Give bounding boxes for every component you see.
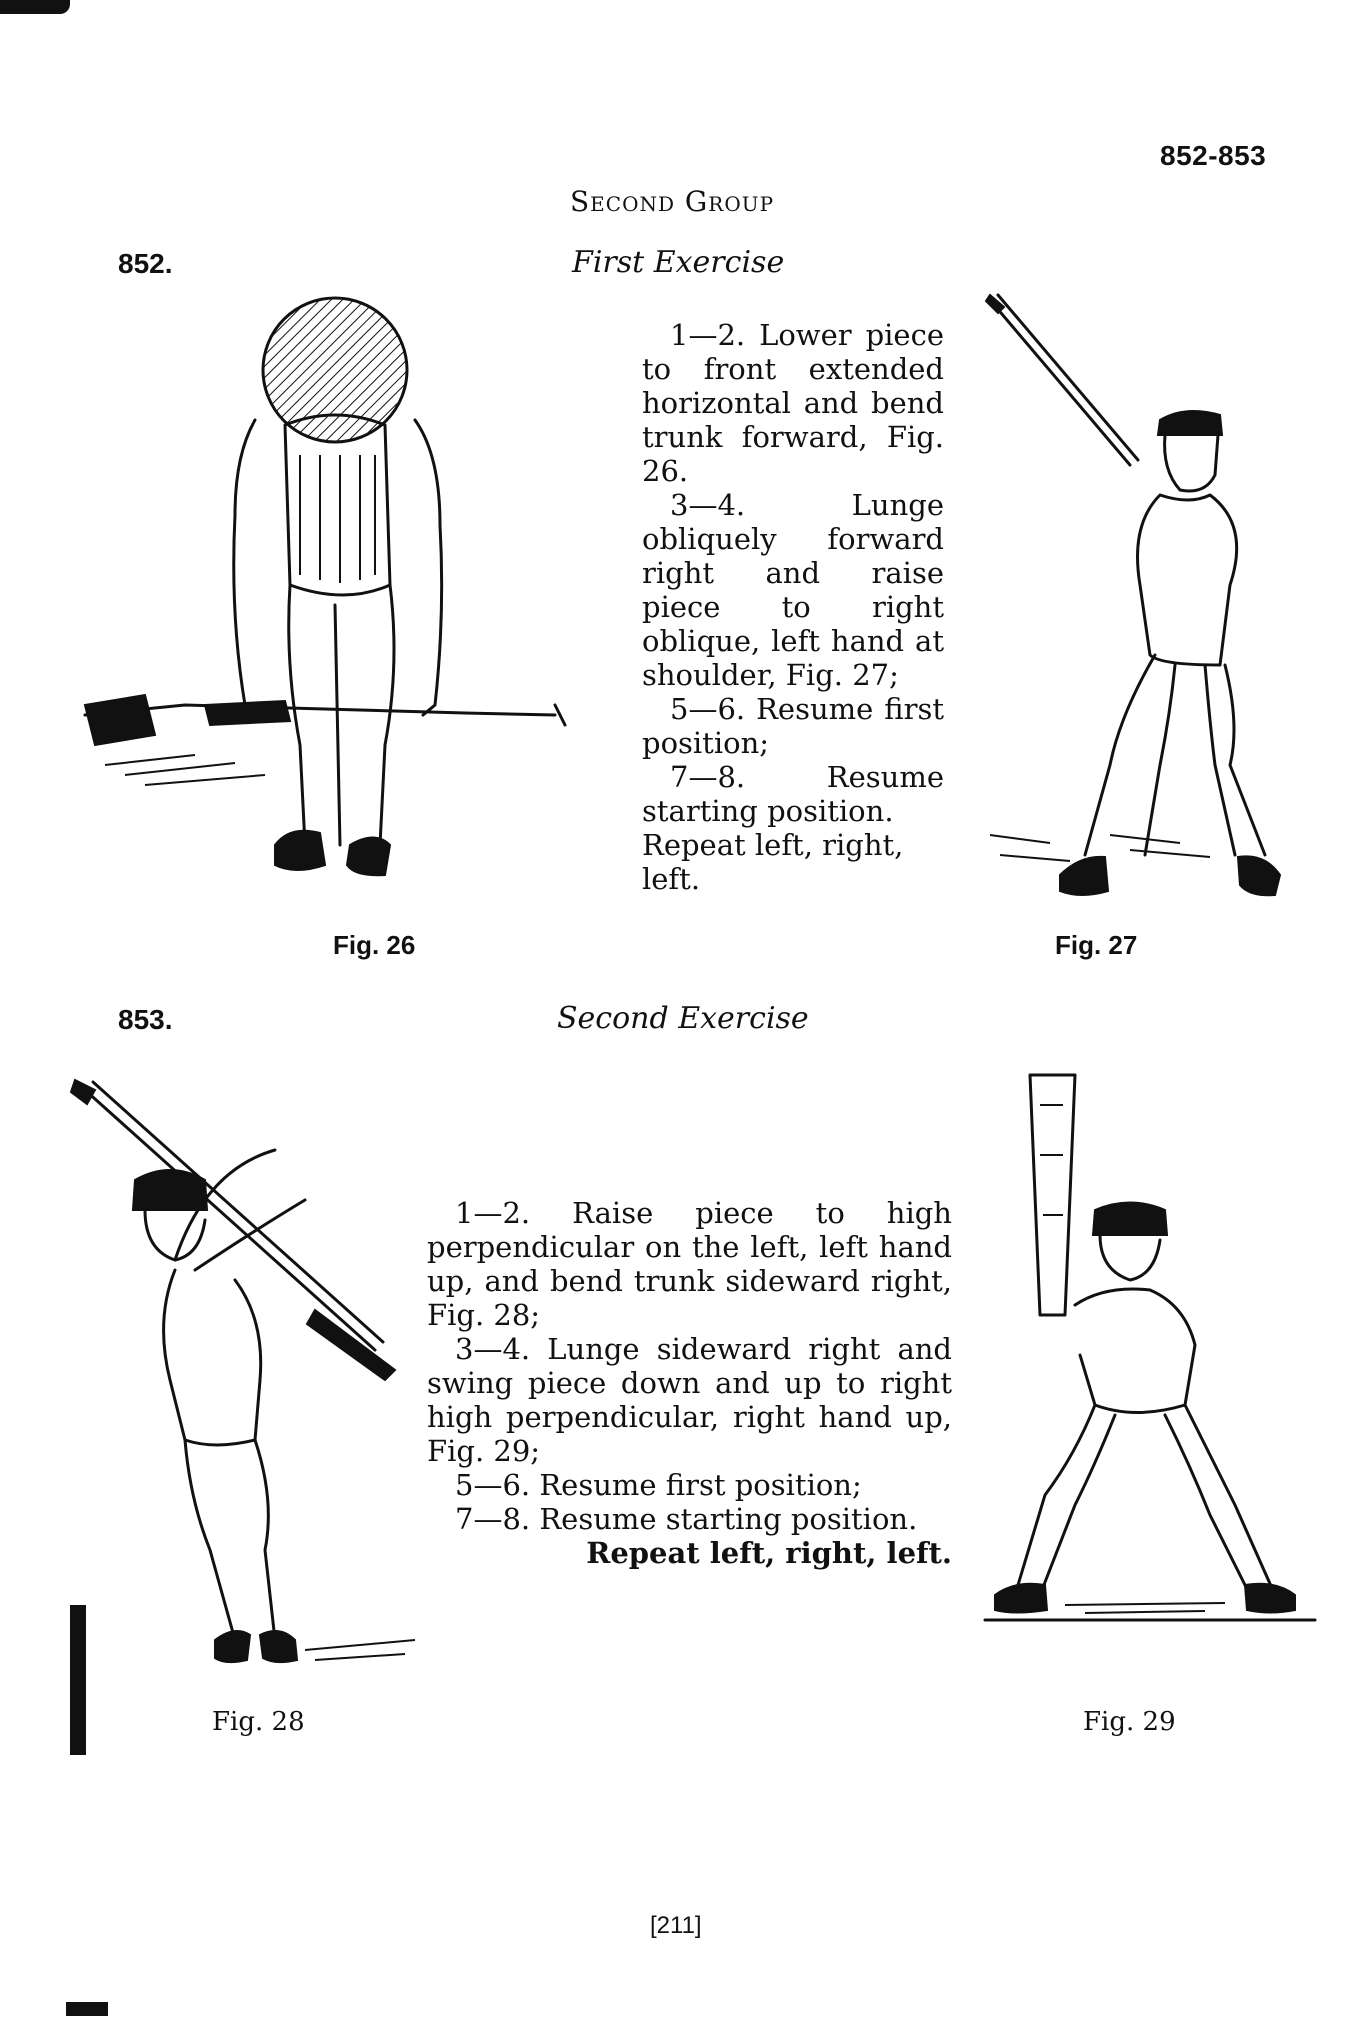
fig-28-label: Fig. 28 [212, 1707, 305, 1737]
instruction-step: 5—6. Resume first position; [642, 692, 944, 760]
instruction-step: 3—4. Lunge obliquely forward right and raise piece to right oblique, left hand at shoulder, Fig. 27; [642, 488, 944, 692]
instruction-step: 7—8. Resume starting position. [455, 1502, 918, 1536]
repeat-instruction: Repeat left, right, left. [586, 1536, 952, 1570]
group-title: Second Group [570, 185, 775, 218]
scan-mark-left-edge [70, 1605, 86, 1755]
fig-26-label: Fig. 26 [333, 930, 416, 960]
repeat-instruction: Repeat left, right, left. [642, 828, 904, 896]
fig-27-illustration [990, 295, 1320, 915]
scan-mark-bottom-left [66, 2002, 108, 2016]
fig-29-label: Fig. 29 [1083, 1707, 1176, 1737]
fig-27-label: Fig. 27 [1055, 930, 1138, 960]
fig-29-illustration [985, 1075, 1315, 1655]
instruction-step: 1—2. Lower piece to front extended horizontal and bend trunk forward, Fig. 26. [642, 318, 944, 488]
instruction-step: 1—2. Raise piece to high perpendicular on the left, left hand up, and bend trunk sideward right, Fig. 28; [427, 1196, 952, 1332]
instruction-step: 3—4. Lunge sideward right and swing piece down and up to right high perpendicular, right hand up, Fig. 29; [427, 1332, 952, 1468]
fig-28-illustration [75, 1080, 435, 1680]
page-range-header: 852-853 [1160, 140, 1267, 171]
exercise-instructions-second [427, 1196, 952, 1570]
fig-26-illustration [85, 285, 605, 885]
page-number-footer: [211] [650, 1912, 702, 1939]
instruction-step: 7—8. Resume starting position. [642, 760, 944, 828]
exercise-title-second: Second Exercise [557, 1001, 809, 1036]
scan-mark-top-left [0, 0, 70, 14]
exercise-title-first: First Exercise [572, 245, 785, 280]
exercise-instructions-first [642, 318, 944, 896]
section-number-852: 852. [118, 248, 173, 279]
section-number-853: 853. [118, 1004, 173, 1035]
instruction-step: 5—6. Resume first position; [455, 1468, 862, 1502]
